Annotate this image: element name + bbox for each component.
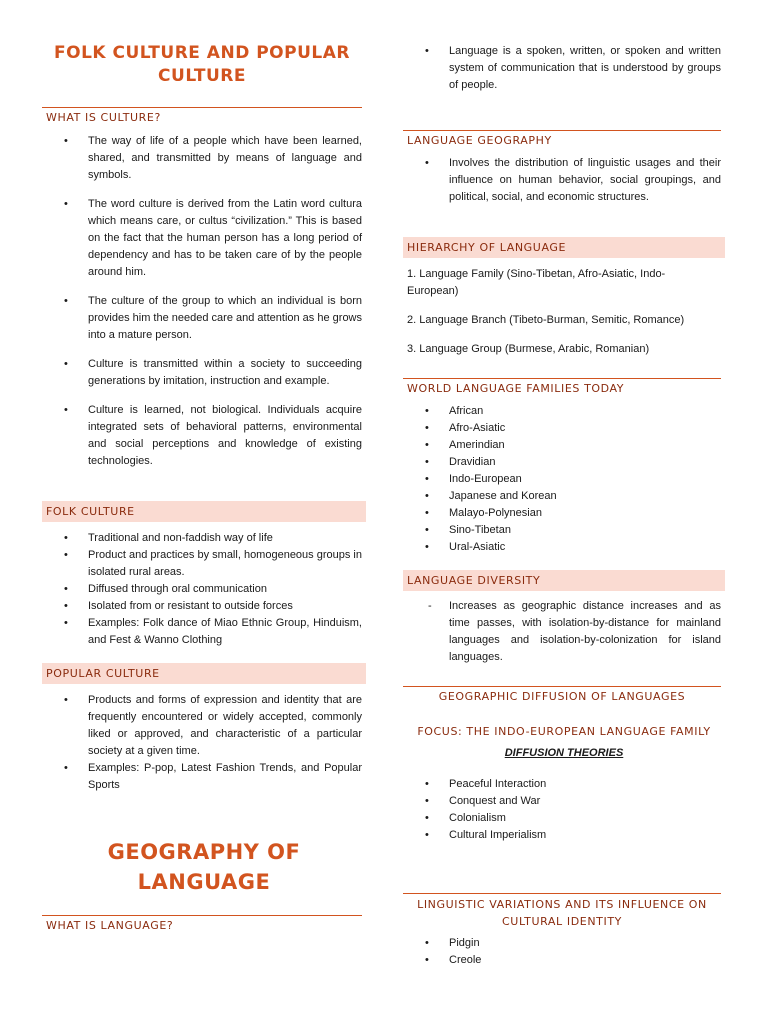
list-item: • Peaceful Interaction xyxy=(403,776,721,793)
popular-culture-list xyxy=(42,692,362,794)
list-item: • Amerindian xyxy=(403,437,721,454)
list-item: • The culture of the group to which an individual is born provides him the needed care and attention as he grows into a mature person. xyxy=(42,293,362,344)
list-item: • Culture is transmitted within a society to succeeding generations by imitation, instruction and example. xyxy=(42,356,362,390)
folk-culture-heading: FOLK CULTURE xyxy=(42,501,366,522)
list-item: • Sino-Tibetan xyxy=(403,522,721,539)
hierarchy-of-language-heading: HIERARCHY OF LANGUAGE xyxy=(403,237,725,258)
list-item: • Indo-European xyxy=(403,471,721,488)
linguistic-variations-heading: LINGUISTIC VARIATIONS AND ITS INFLUENCE ON CULTURAL IDENTITY xyxy=(403,893,721,929)
what-is-language-heading: WHAT IS LANGUAGE? xyxy=(42,915,362,935)
list-item: • Examples: P-pop, Latest Fashion Trends, and Popular Sports xyxy=(42,760,362,794)
list-item: • Japanese and Korean xyxy=(403,488,721,505)
list-item: • Involves the distribution of linguistic usages and their influence on human behavior, social groupings, and political, social, and economic structures. xyxy=(403,155,721,206)
language-definition-list xyxy=(403,43,721,94)
language-families-list xyxy=(403,403,721,556)
list-item: • Dravidian xyxy=(403,454,721,471)
list-item: • Afro-Asiatic xyxy=(403,420,721,437)
list-item: • Diffused through oral communication xyxy=(42,581,362,598)
language-diversity-list xyxy=(403,598,721,666)
geographic-diffusion-heading: GEOGRAPHIC DIFFUSION OF LANGUAGES xyxy=(403,686,721,706)
folk-popular-culture-title: FOLK CULTURE AND POPULAR CULTURE xyxy=(54,43,350,86)
list-item: • Pidgin xyxy=(403,935,721,952)
list-item: • Conquest and War xyxy=(403,793,721,810)
list-item: • Colonialism xyxy=(403,810,721,827)
list-item: • Culture is learned, not biological. Individuals acquire integrated sets of behavioral patterns, environmental and social perceptions and knowledge of existing technologies. xyxy=(42,402,362,470)
list-item: • Malayo-Polynesian xyxy=(403,505,721,522)
folk-culture-list xyxy=(42,530,362,649)
list-item: • Examples: Folk dance of Miao Ethnic Group, Hinduism, and Fest & Wanno Clothing xyxy=(42,615,362,649)
list-item: • The way of life of a people which have been learned, shared, and transmitted by means of language and symbols. xyxy=(42,133,362,184)
language-geography-heading: LANGUAGE GEOGRAPHY xyxy=(403,130,721,150)
what-is-culture-heading: WHAT IS CULTURE? xyxy=(42,107,362,127)
world-language-families-heading: WORLD LANGUAGE FAMILIES TODAY xyxy=(403,378,721,398)
diffusion-theories-title: DIFFUSION THEORIES xyxy=(504,747,624,759)
list-item: • Isolated from or resistant to outside forces xyxy=(42,598,362,615)
popular-culture-heading: POPULAR CULTURE xyxy=(42,663,366,684)
list-item: • Ural-Asiatic xyxy=(403,539,721,556)
hierarchy-item: 1. Language Family (Sino-Tibetan, Afro-Asiatic, Indo-European) xyxy=(407,268,666,297)
list-item: • Cultural Imperialism xyxy=(403,827,721,844)
focus-heading: FOCUS: THE INDO-EUROPEAN LANGUAGE FAMILY xyxy=(417,725,711,738)
what-is-culture-list xyxy=(42,133,362,482)
language-diversity-heading: LANGUAGE DIVERSITY xyxy=(403,570,725,591)
list-item: • Creole xyxy=(403,952,721,969)
list-item: • African xyxy=(403,403,721,420)
hierarchy-item: 3. Language Group (Burmese, Arabic, Romanian) xyxy=(407,343,650,355)
list-item: - Increases as geographic distance increases and as time passes, with isolation-by-distance for mainland languages and isolation-by-colonization for island languages. xyxy=(403,598,721,666)
list-item: • The word culture is derived from the Latin word cultura which means care, or cultus “civilization.” This is based on the fact that the human person has a long period of dependency and has to be taken care of by the people around him. xyxy=(42,196,362,281)
list-item: • Traditional and non-faddish way of life xyxy=(42,530,362,547)
linguistic-variations-list xyxy=(403,935,721,969)
diffusion-theories-list xyxy=(403,776,721,844)
geography-of-language-title: GEOGRAPHY OF LANGUAGE xyxy=(107,840,301,894)
hierarchy-item: 2. Language Branch (Tibeto-Burman, Semitic, Romance) xyxy=(407,314,685,326)
list-item: • Product and practices by small, homogeneous groups in isolated rural areas. xyxy=(42,547,362,581)
list-item: • Products and forms of expression and identity that are frequently encountered or widely accepted, commonly liked or approved, and characteristic of a particular society at a given time. xyxy=(42,692,362,760)
list-item: • Language is a spoken, written, or spoken and written system of communication that is understood by groups of people. xyxy=(403,43,721,94)
language-geography-list xyxy=(403,155,721,206)
